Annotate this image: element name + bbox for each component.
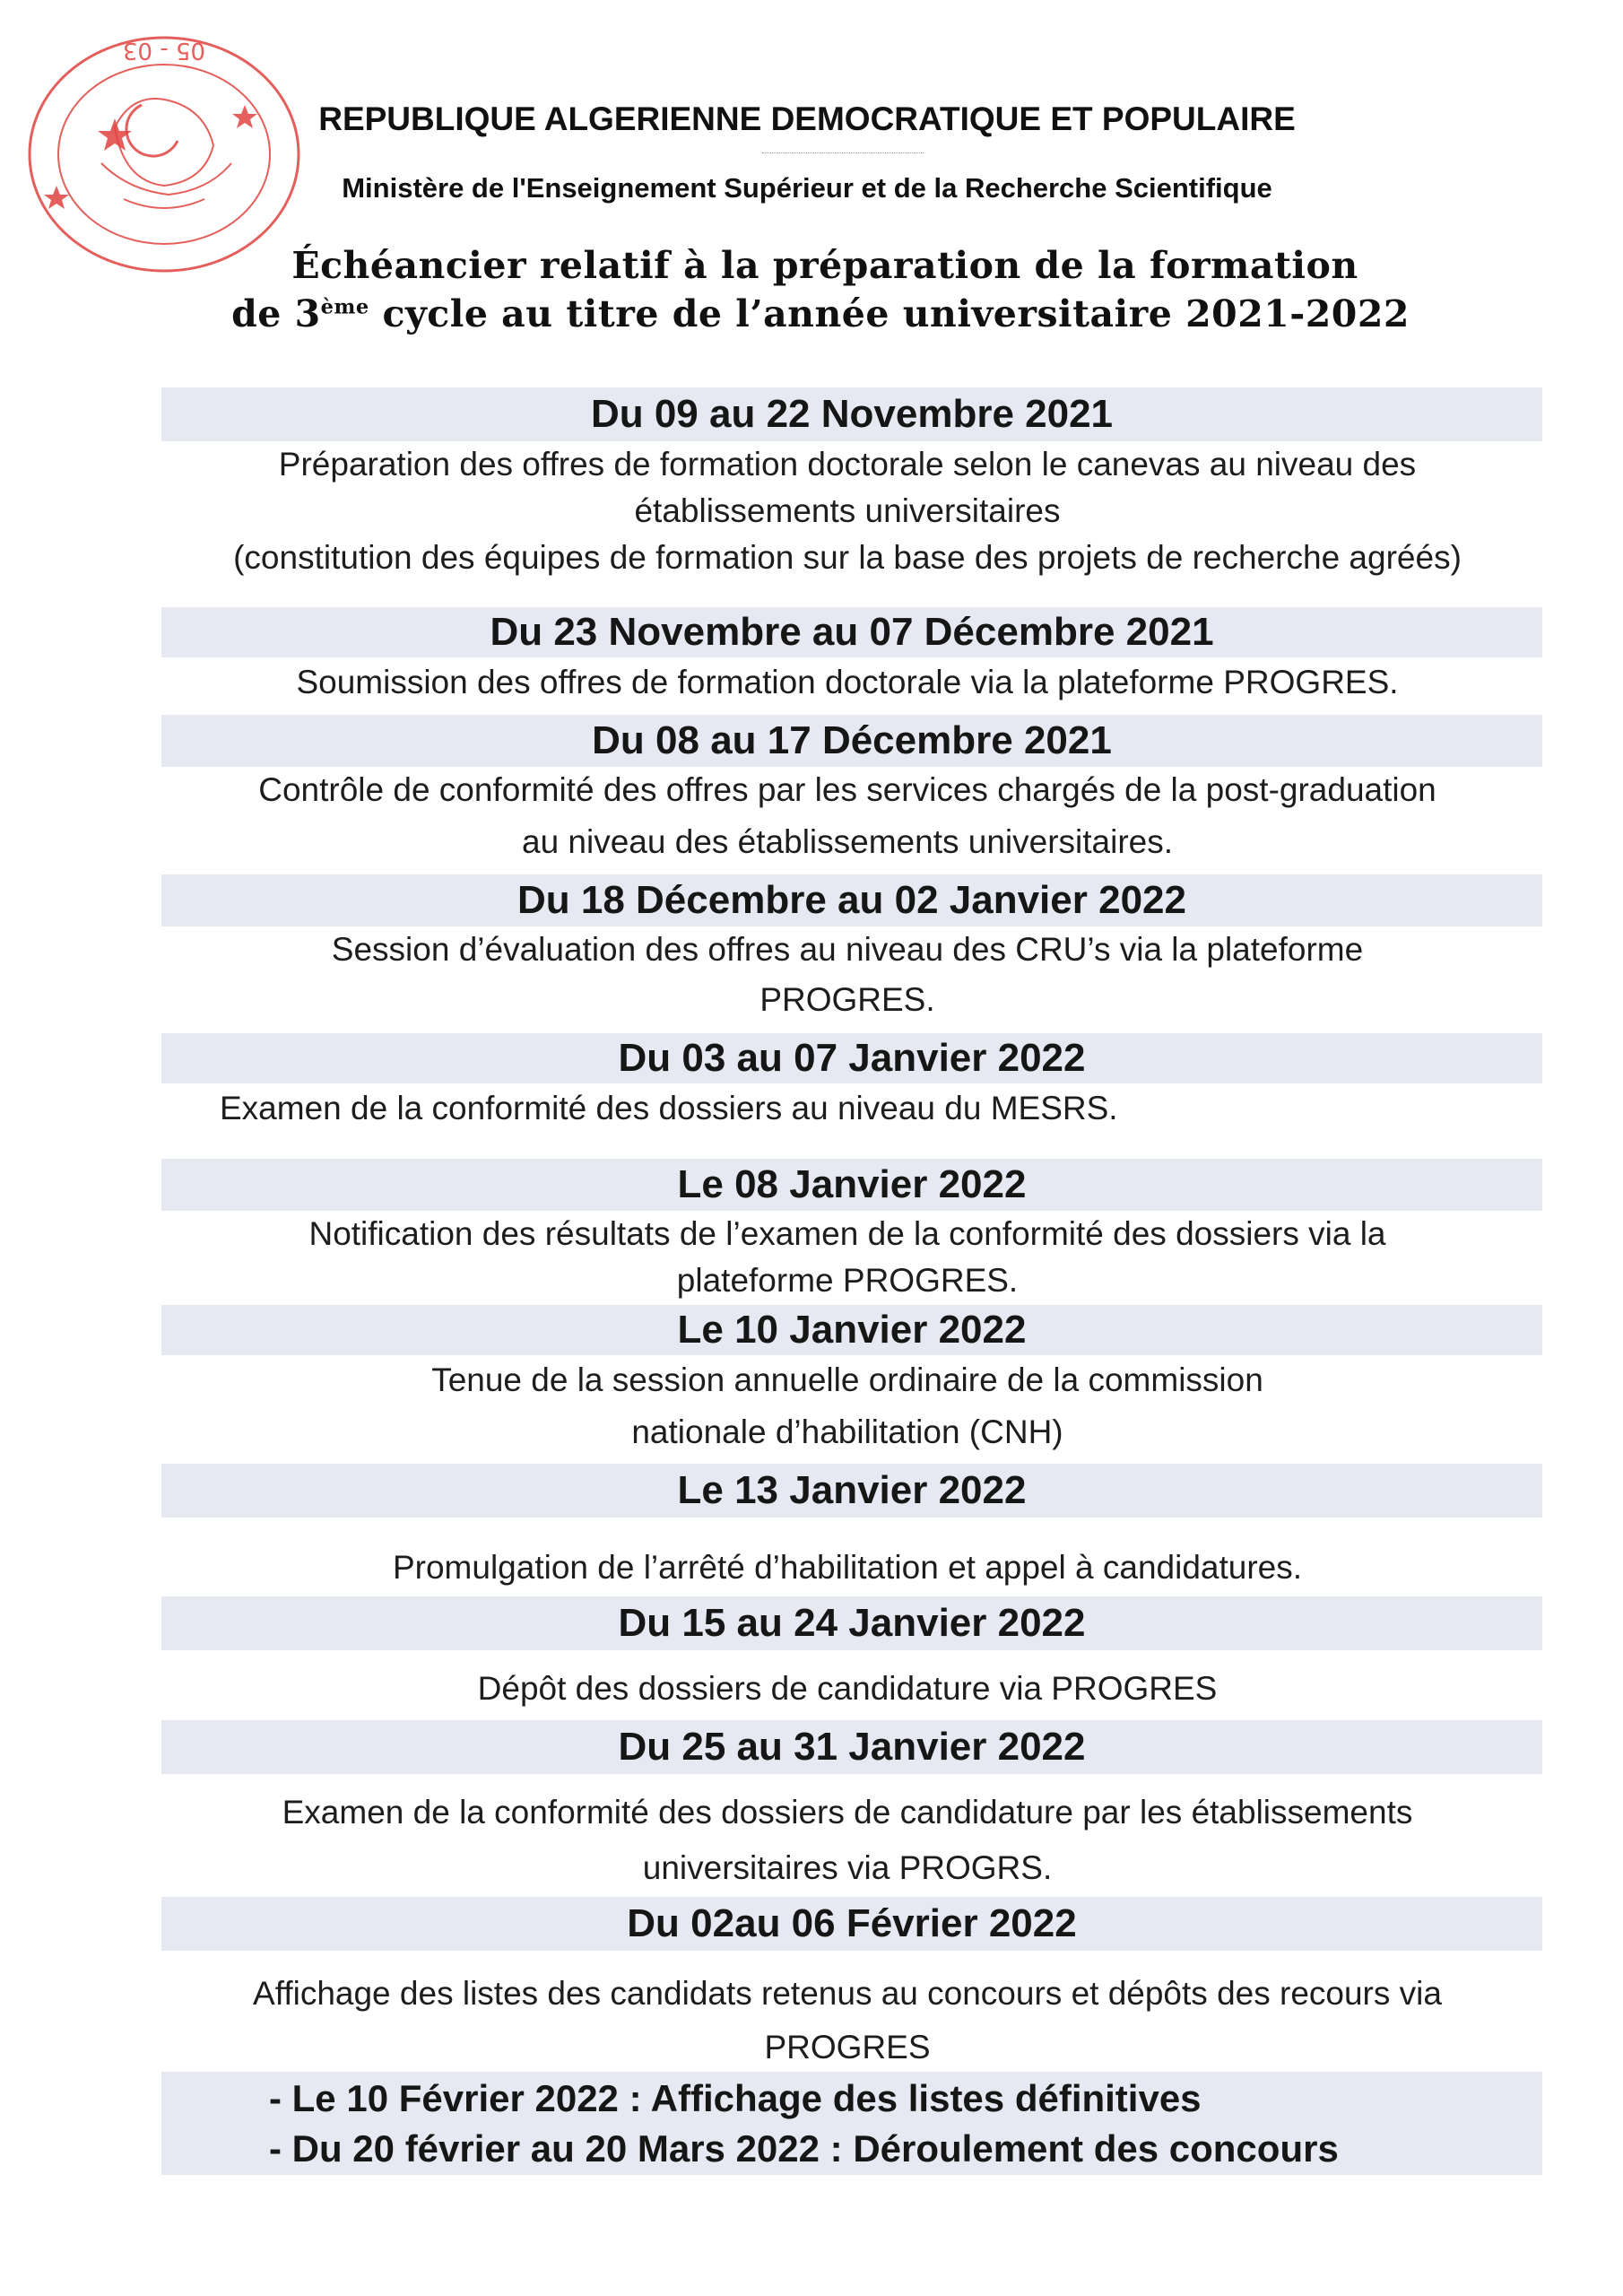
timeline-date-band: Du 18 Décembre au 02 Janvier 2022 bbox=[161, 874, 1542, 926]
timeline-date-band: Le 13 Janvier 2022 bbox=[161, 1464, 1542, 1518]
timeline-description: Notification des résultats de l’examen de la conformité des dossiers via la plateforme PROGRES. bbox=[308, 1215, 1386, 1299]
timeline-date-band: Du 03 au 07 Janvier 2022 bbox=[161, 1033, 1542, 1083]
ministry-heading: Ministère de l'Enseignement Supérieur et de la Recherche Scientifique bbox=[342, 172, 1272, 204]
timeline-date-band: Le 08 Janvier 2022 bbox=[161, 1159, 1542, 1211]
timeline-description: Affichage des listes des candidats retenus au concours et dépôts des recours via PROGRES bbox=[253, 1975, 1442, 2066]
timeline-date-band: Du 02au 06 Février 2022 bbox=[161, 1897, 1542, 1951]
timeline-date-band: Du 08 au 17 Décembre 2021 bbox=[161, 715, 1542, 767]
svg-text:05 - 03: 05 - 03 bbox=[122, 37, 206, 64]
timeline-date-band: Le 10 Janvier 2022 bbox=[161, 1305, 1542, 1355]
timeline-description: Promulgation de l’arrêté d’habilitation et appel à candidatures. bbox=[392, 1549, 1303, 1586]
timeline-date-band: Du 23 Novembre au 07 Décembre 2021 bbox=[161, 607, 1542, 657]
timeline-date-band: Du 09 au 22 Novembre 2021 bbox=[161, 387, 1542, 441]
final-item: - Le 10 Février 2022 : Affichage des listes définitives bbox=[269, 2077, 1202, 2119]
timeline-description: Examen de la conformité des dossiers au niveau du MESRS. bbox=[220, 1090, 1118, 1126]
timeline-description: Soumission des offres de formation doctorale via la plateforme PROGRES. bbox=[296, 664, 1399, 700]
timeline-date-band: Du 25 au 31 Janvier 2022 bbox=[161, 1720, 1542, 1774]
document-title-line-2: de 3ème cycle au titre de l’année universitaire 2021-2022 bbox=[231, 292, 1410, 335]
timeline-description: Session d’évaluation des offres au niveau des CRU’s via la plateforme PROGRES. bbox=[331, 931, 1364, 1018]
final-item: - Du 20 février au 20 Mars 2022 : Déroulement des concours bbox=[269, 2127, 1339, 2170]
timeline-date-band: Du 15 au 24 Janvier 2022 bbox=[161, 1596, 1542, 1650]
timeline-description: Examen de la conformité des dossiers de candidature par les établissements universitaires via PROGRS. bbox=[282, 1794, 1413, 1886]
timeline-description: Tenue de la session annuelle ordinaire de la commission nationale d’habilitation (CNH) bbox=[431, 1361, 1263, 1450]
final-dates-band bbox=[161, 2072, 1542, 2175]
timeline-description: Préparation des offres de formation doctorale selon le canevas au niveau des établissements universitaires (constitution des équipes de formation sur la base des projets de recherche agréés) bbox=[233, 446, 1462, 576]
timeline-description: Dépôt des dossiers de candidature via PROGRES bbox=[477, 1670, 1218, 1707]
republic-heading: REPUBLIQUE ALGERIENNE DEMOCRATIQUE ET POPULAIRE bbox=[318, 100, 1296, 137]
timeline-description: Contrôle de conformité des offres par les services chargés de la post-graduation au niveau des établissements universitaires. bbox=[258, 771, 1436, 860]
document-title-line-1: Échéancier relatif à la préparation de la formation bbox=[291, 244, 1358, 287]
